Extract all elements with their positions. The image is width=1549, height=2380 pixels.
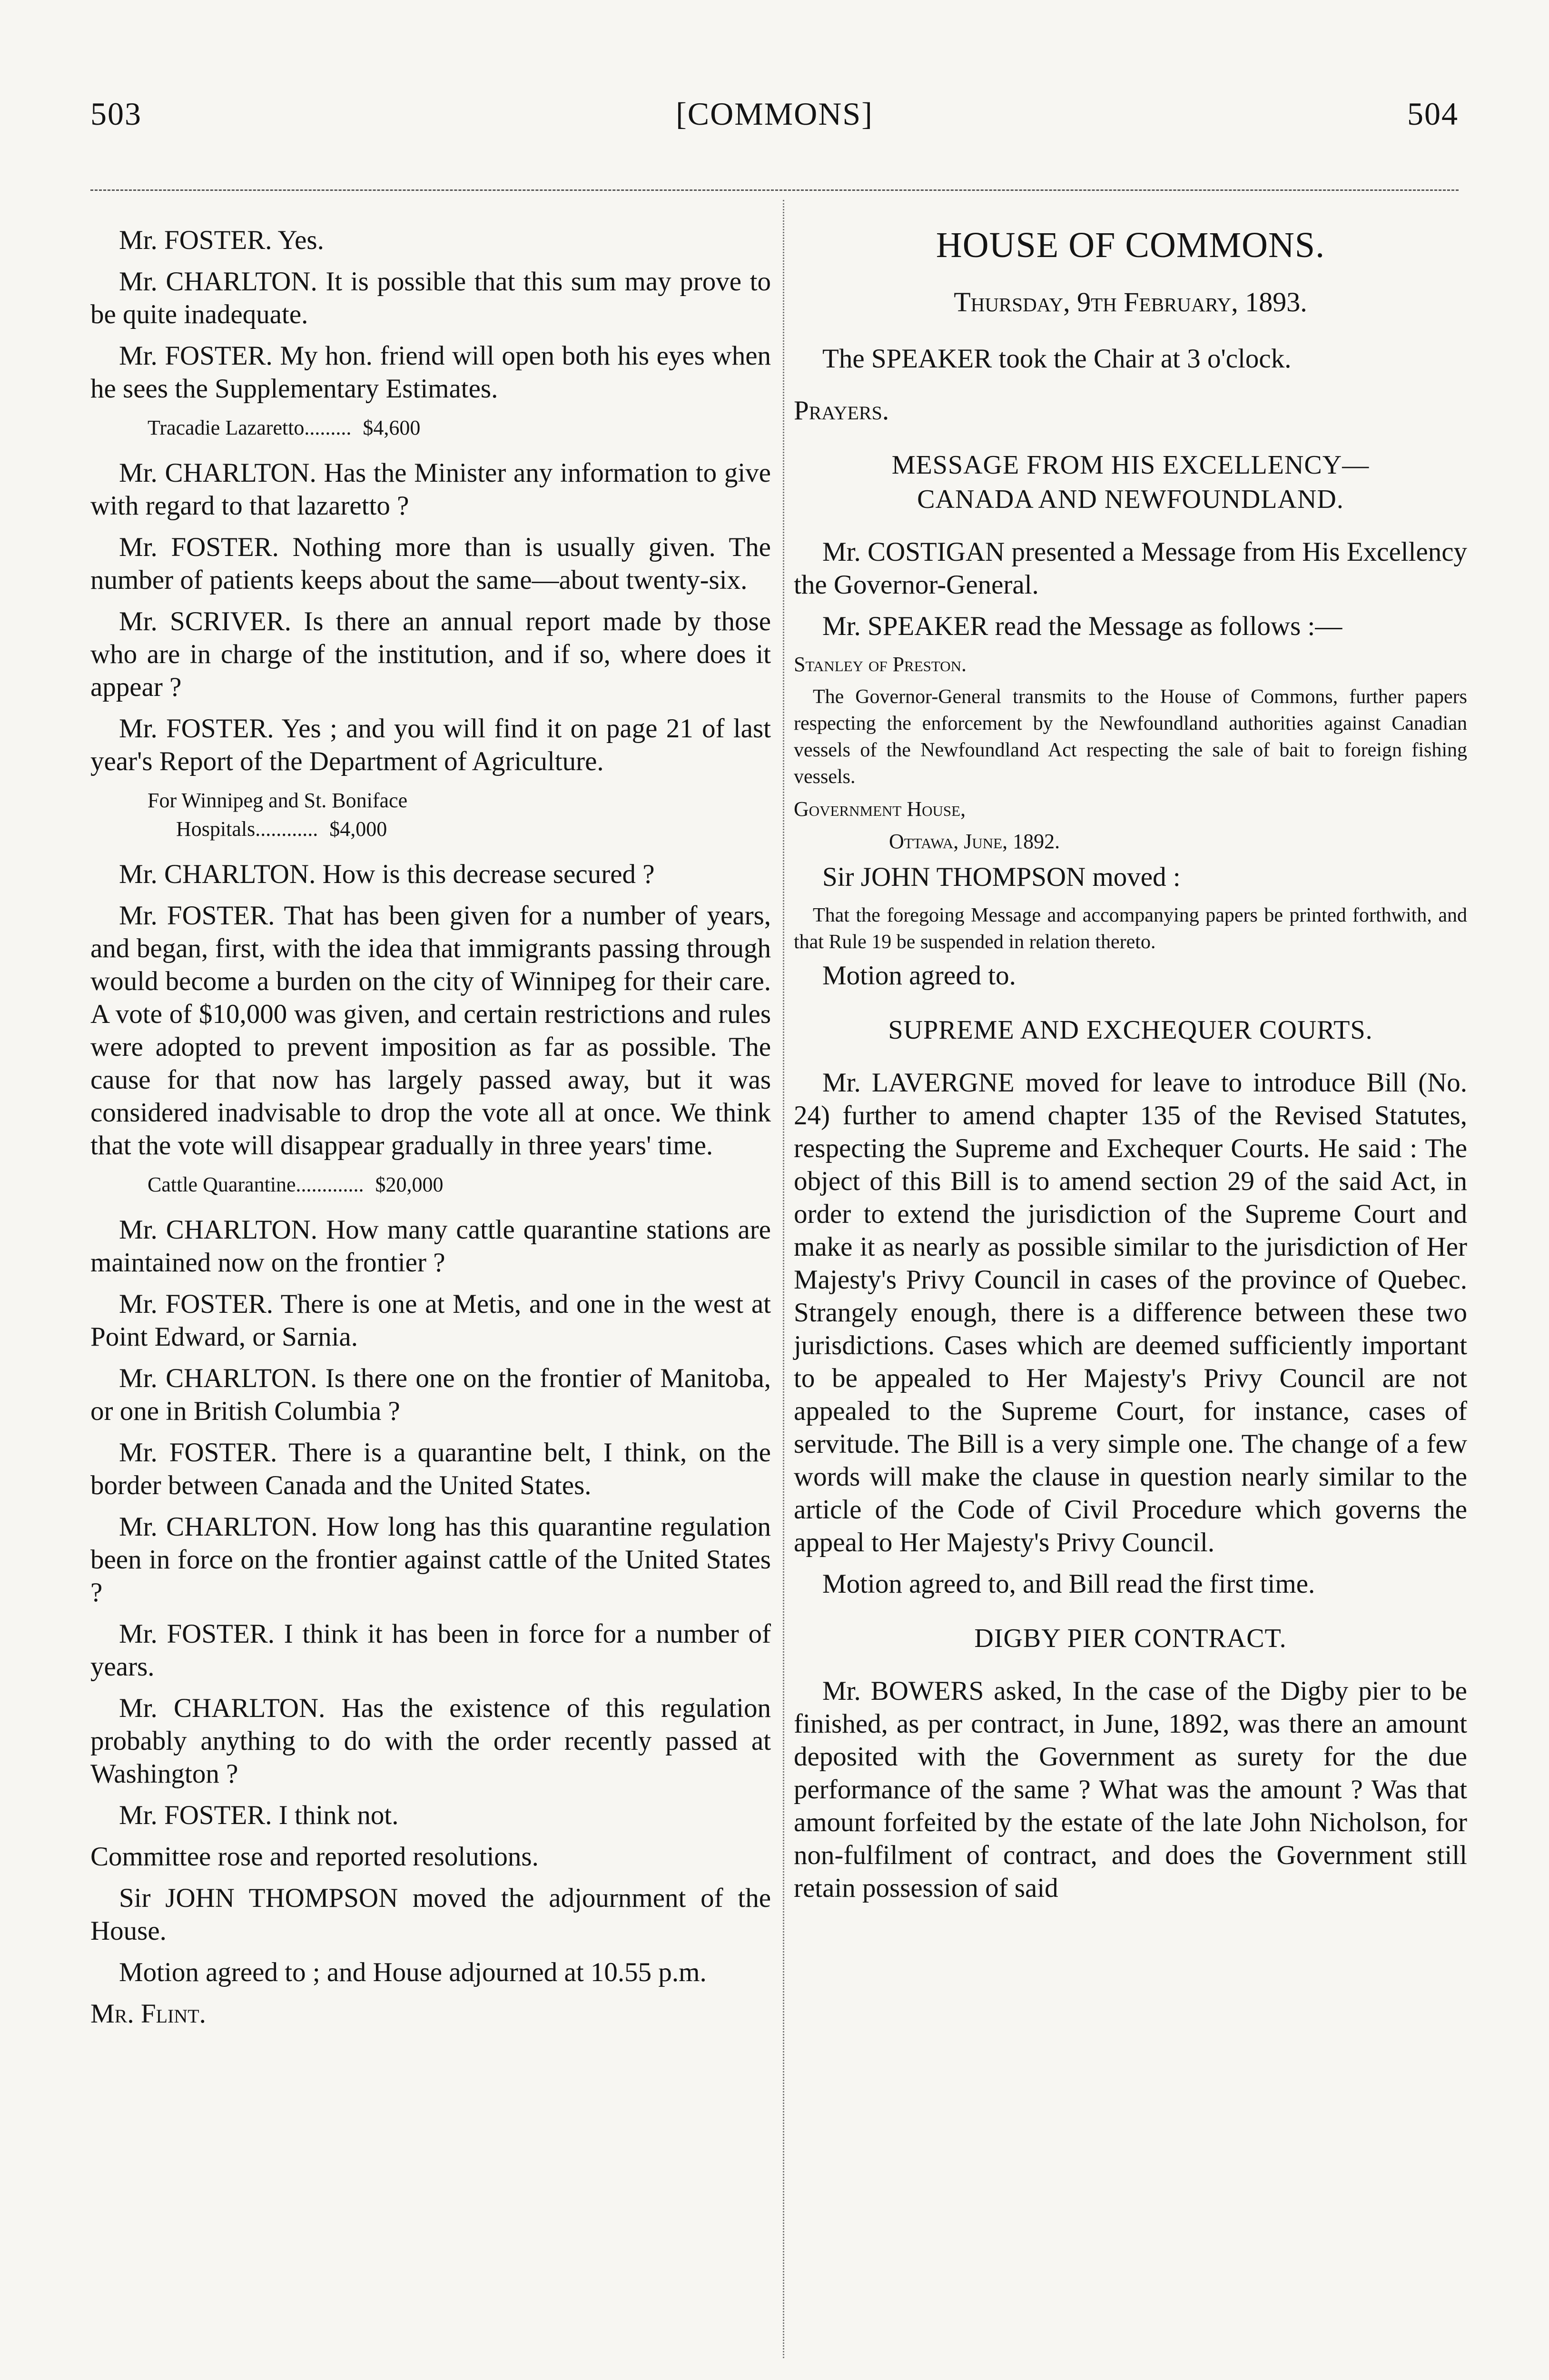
speech: Mr. SPEAKER read the Message as follows :— [822, 611, 1342, 641]
left-column [90, 224, 771, 2039]
message-date: Ottawa, June, 1892. [889, 830, 1060, 853]
speech: Mr. CHARLTON. How long has this quarantine regulation been in force on the frontier against cattle of the United States ? [90, 1512, 771, 1607]
column-divider [783, 200, 784, 2358]
speech: Mr. CHARLTON. How many cattle quarantine stations are maintained now on the frontier ? [90, 1215, 771, 1278]
speech: Mr. FOSTER. Yes ; and you will find it on page 21 of last year's Report of the Department of Agriculture. [90, 714, 771, 776]
section-title: HOUSE OF COMMONS. [936, 225, 1325, 265]
right-column [794, 224, 1467, 1913]
motion-block [794, 902, 1467, 955]
courts-heading: SUPREME AND EXCHEQUER COURTS. [888, 1015, 1373, 1045]
speech: Mr. CHARLTON. Is there one on the frontier of Manitoba, or one in British Columbia ? [90, 1363, 771, 1426]
speech: Mr. LAVERGNE moved for leave to introduce Bill (No. 24) further to amend chapter 135 of the Revised Statutes, respecting the Supreme and Exchequer Courts. He said : The object of this Bill is to amend section 29 of the said Act, in order to extend the jurisdiction of the Supreme Court and make it as nearly as possible similar to the jurisdiction of Her Majesty's Privy Council in cases of the province of Quebec. Strangely enough, there is a difference between these two jurisdictions. Cases which are deemed sufficiently important to be appealed to Her Majesty's Privy Council are not appealed to the Supreme Court, for instance, cases of servitude. The Bill is a very simple one. The change of a few words will make the clause in question nearly similar to the article of the Code of Civil Procedure which governs the appeal to Her Majesty's Privy Council. [794, 1068, 1467, 1557]
page-number-left: 503 [90, 96, 142, 132]
speech: Mr. FOSTER. Nothing more than is usually given. The number of patients keeps about the same—about twenty-six. [90, 532, 771, 595]
procedure-note: Motion agreed to, and Bill read the first time. [822, 1569, 1315, 1599]
procedure-note: Committee rose and reported resolutions. [90, 1842, 539, 1872]
motion-body: That the foregoing Message and accompanying papers be printed forthwith, and that Rule 19 be suspended in relation thereto. [794, 904, 1467, 953]
speech: Mr. CHARLTON. Has the existence of this regulation probably anything to do with the order recently passed at Washington ? [90, 1693, 771, 1789]
speech: Mr. CHARLTON. Has the Minister any information to give with regard to that lazaretto ? [90, 458, 771, 521]
procedure-note: Motion agreed to. [822, 961, 1016, 991]
estimate-item: Cattle Quarantine............. $20,000 [148, 1173, 444, 1196]
message-place: Government House, [794, 797, 966, 821]
sitting-date: Thursday, 9th February, 1893. [954, 287, 1307, 317]
speech: Mr. FOSTER. Yes. [119, 225, 324, 255]
message-signature: Stanley of Preston. [794, 653, 967, 676]
procedure-note: Motion agreed to ; and House adjourned at 10.55 p.m. [119, 1957, 707, 1987]
running-title: [COMMONS] [676, 96, 873, 132]
speech: Mr. FOSTER. I think not. [119, 1800, 399, 1830]
prayers-heading: Prayers. [794, 396, 889, 426]
speech: Mr. CHARLTON. How is this decrease secured ? [119, 859, 655, 889]
speech: Mr. FOSTER. There is a quarantine belt, I think, on the border between Canada and the United States. [90, 1438, 771, 1500]
digby-heading: DIGBY PIER CONTRACT. [974, 1624, 1287, 1653]
speech: Mr. BOWERS asked, In the case of the Digby pier to be finished, as per contract, in June, 1892, was there an amount deposited with the Government as surety for the due performance of the same ? What was the amount ? Was that amount forfeited by the estate of the late John Nicholson, for non-fulfilment of contract, and does the Government still retain possession of said [794, 1676, 1467, 1903]
speech: Mr. FOSTER. There is one at Metis, and one in the west at Point Edward, or Sarnia. [90, 1289, 771, 1352]
message-heading: MESSAGE FROM HIS EXCELLENCY— CANADA AND NEWFOUNDLAND. [891, 450, 1370, 514]
estimate-item: For Winnipeg and St. Boniface Hospitals............ $4,000 [148, 789, 408, 841]
speech: Mr. FOSTER. My hon. friend will open both his eyes when he sees the Supplementary Estimates. [90, 341, 771, 404]
message-body: The Governor-General transmits to the House of Commons, further papers respecting the enforcement by the Newfoundland authorities against Canadian vessels of the Newfoundland Act respecting the sale of bait to foreign fishing vessels. [794, 686, 1467, 788]
chair-note: The SPEAKER took the Chair at 3 o'clock. [822, 344, 1292, 374]
speech: Sir JOHN THOMPSON moved the adjournment of the House. [90, 1883, 771, 1946]
header-rule [90, 189, 1459, 191]
speech: Sir JOHN THOMPSON moved : [822, 862, 1181, 892]
speech: Mr. SCRIVER. Is there an annual report made by those who are in charge of the institution, and if so, where does it appear ? [90, 606, 771, 702]
speech: Mr. CHARLTON. It is possible that this sum may prove to be quite inadequate. [90, 267, 771, 329]
speech: Mr. FOSTER. That has been given for a number of years, and began, first, with the idea that immigrants passing through would become a burden on the city of Winnipeg for their care. A vote of $10,000 was given, and certain restrictions and rules were adopted to prevent imposition as far as possible. The cause for that now has largely passed away, but it was considered inadvisable to drop the vote all at once. We think that the vote will disappear gradually in three years' time. [90, 901, 771, 1160]
reporter-signoff: Mr. Flint. [90, 1999, 206, 2029]
page-number-right: 504 [1407, 96, 1459, 132]
message-block [794, 651, 1467, 855]
speech: Mr. COSTIGAN presented a Message from His Excellency the Governor-General. [794, 537, 1468, 600]
page-header [90, 95, 1459, 152]
speech: Mr. FOSTER. I think it has been in force for a number of years. [90, 1619, 771, 1682]
estimate-item: Tracadie Lazaretto......... $4,600 [148, 416, 421, 439]
